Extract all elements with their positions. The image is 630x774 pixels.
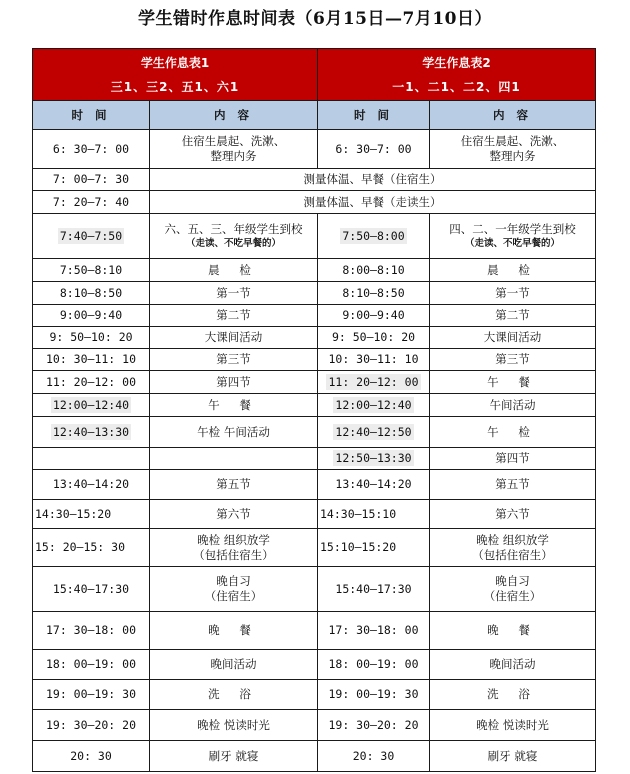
time-cell: 8:00—8:10 [318, 259, 430, 282]
table-row [33, 500, 596, 529]
time-cell: 9:00—9:40 [318, 305, 430, 327]
table-row [33, 612, 596, 650]
time-cell: 8:10—8:50 [318, 282, 430, 305]
content-cell: 第五节 [430, 470, 596, 500]
table-row [33, 650, 596, 680]
table-row [33, 169, 596, 191]
time-cell: 7: 00—7: 30 [33, 169, 150, 191]
col-header-time-1: 时 间 [33, 101, 150, 130]
content-cell: 第四节 [430, 448, 596, 470]
table-row [33, 130, 596, 169]
content-cell: 第三节 [430, 349, 596, 371]
time-cell: 12:00—12:40 [318, 394, 430, 417]
time-cell: 10: 30—11: 10 [318, 349, 430, 371]
page-title: 学生错时作息时间表（6月15日—7月10日） [138, 9, 492, 29]
content-cell: 晚检 悦读时光 [150, 710, 318, 741]
time-cell: 19: 00—19: 30 [33, 680, 150, 710]
table2-classes: 一1、二1、二2、四1 [392, 79, 521, 94]
content-cell: 第二节 [430, 305, 596, 327]
time-cell: 20: 30 [318, 741, 430, 772]
content-cell: 晚检 组织放学 （包括住宿生） [430, 529, 596, 567]
table-row [33, 349, 596, 371]
time-cell: 14:30—15:20 [33, 500, 150, 529]
time-cell: 14:30—15:10 [318, 500, 430, 529]
time-cell: 9: 50—10: 20 [33, 327, 150, 349]
table1-name: 学生作息表1 [140, 55, 210, 70]
time-cell: 11: 20—12: 00 [318, 371, 430, 394]
content-cell: 四、二、一年级学生到校 （走读、不吃早餐的） [430, 214, 596, 259]
content-cell: 刷牙 就寝 [430, 741, 596, 772]
time-cell: 20: 30 [33, 741, 150, 772]
content-cell: 大课间活动 [150, 327, 318, 349]
content-cell: 晚自习 （住宿生） [150, 567, 318, 612]
content-cell: 晚检 悦读时光 [430, 710, 596, 741]
content-cell: 晚自习 （住宿生） [430, 567, 596, 612]
content-cell: 午 餐 [430, 371, 596, 394]
content-cell: 晚间活动 [430, 650, 596, 680]
table1-classes: 三1、三2、五1、六1 [110, 79, 240, 94]
time-cell: 17: 30—18: 00 [33, 612, 150, 650]
time-cell: 18: 00—19: 00 [33, 650, 150, 680]
content-cell: 第一节 [150, 282, 318, 305]
content-cell: 午间活动 [430, 394, 596, 417]
column-header-row [33, 101, 596, 130]
time-cell: 13:40—14:20 [318, 470, 430, 500]
time-cell: 15:40—17:30 [318, 567, 430, 612]
time-cell: 7: 20—7: 40 [33, 191, 150, 214]
time-cell: 19: 30—20: 20 [33, 710, 150, 741]
table-header-row [33, 49, 596, 101]
table-row [33, 529, 596, 567]
time-cell: 10: 30—11: 10 [33, 349, 150, 371]
content-cell: 午检 午间活动 [150, 417, 318, 448]
table-row [33, 394, 596, 417]
content-cell: 刷牙 就寝 [150, 741, 318, 772]
content-cell: 晚 餐 [150, 612, 318, 650]
content-cell: 第一节 [430, 282, 596, 305]
content-cell: 住宿生晨起、洗漱、 整理内务 [430, 130, 596, 169]
merged-content-cell: 测量体温、早餐（住宿生） [150, 169, 596, 191]
table2-name: 学生作息表2 [422, 55, 491, 70]
time-cell: 6: 30—7: 00 [318, 130, 430, 169]
table2-header [318, 49, 596, 101]
content-cell: 住宿生晨起、洗漱、 整理内务 [150, 130, 318, 169]
content-cell: 晚 餐 [430, 612, 596, 650]
time-cell: 18: 00—19: 00 [318, 650, 430, 680]
table-row [33, 327, 596, 349]
table1-header [33, 49, 318, 101]
time-cell: 7:40—7:50 [33, 214, 150, 259]
content-cell: 第六节 [430, 500, 596, 529]
time-cell: 15: 20—15: 30 [33, 529, 150, 567]
table-row [33, 680, 596, 710]
merged-content-cell: 测量体温、早餐（走读生） [150, 191, 596, 214]
table-row [33, 448, 596, 470]
content-cell: 第三节 [150, 349, 318, 371]
time-cell: 9:00—9:40 [33, 305, 150, 327]
time-cell: 9: 50—10: 20 [318, 327, 430, 349]
content-cell: 第二节 [150, 305, 318, 327]
table-row [33, 282, 596, 305]
time-cell: 13:40—14:20 [33, 470, 150, 500]
table-row [33, 741, 596, 772]
content-cell: 洗 浴 [150, 680, 318, 710]
content-cell: 晨 检 [150, 259, 318, 282]
content-cell [150, 448, 318, 470]
content-cell: 第五节 [150, 470, 318, 500]
time-cell: 7:50—8:00 [318, 214, 430, 259]
col-header-content-1: 内 容 [150, 101, 318, 130]
time-cell: 7:50—8:10 [33, 259, 150, 282]
time-cell [33, 448, 150, 470]
content-cell: 晚检 组织放学 （包括住宿生） [150, 529, 318, 567]
table-row [33, 417, 596, 448]
table-row [33, 305, 596, 327]
time-cell: 12:00—12:40 [33, 394, 150, 417]
time-cell: 15:10—15:20 [318, 529, 430, 567]
content-cell: 六、五、三、年级学生到校 （走读、不吃早餐的） [150, 214, 318, 259]
table-row [33, 259, 596, 282]
table-row [33, 214, 596, 259]
content-cell: 晚间活动 [150, 650, 318, 680]
content-cell: 洗 浴 [430, 680, 596, 710]
col-header-content-2: 内 容 [430, 101, 596, 130]
table-row [33, 710, 596, 741]
content-cell: 第四节 [150, 371, 318, 394]
time-cell: 15:40—17:30 [33, 567, 150, 612]
table-row [33, 470, 596, 500]
time-cell: 6: 30—7: 00 [33, 130, 150, 169]
table-row [33, 371, 596, 394]
content-cell: 大课间活动 [430, 327, 596, 349]
col-header-time-2: 时 间 [318, 101, 430, 130]
content-cell: 晨 检 [430, 259, 596, 282]
time-cell: 19: 30—20: 20 [318, 710, 430, 741]
time-cell: 8:10—8:50 [33, 282, 150, 305]
time-cell: 12:40—13:30 [33, 417, 150, 448]
time-cell: 12:50—13:30 [318, 448, 430, 470]
time-cell: 12:40—12:50 [318, 417, 430, 448]
table-row [33, 567, 596, 612]
schedule-table [32, 48, 596, 772]
content-cell: 午 检 [430, 417, 596, 448]
content-cell: 第六节 [150, 500, 318, 529]
time-cell: 17: 30—18: 00 [318, 612, 430, 650]
table-row [33, 191, 596, 214]
time-cell: 11: 20—12: 00 [33, 371, 150, 394]
content-cell: 午 餐 [150, 394, 318, 417]
time-cell: 19: 00—19: 30 [318, 680, 430, 710]
